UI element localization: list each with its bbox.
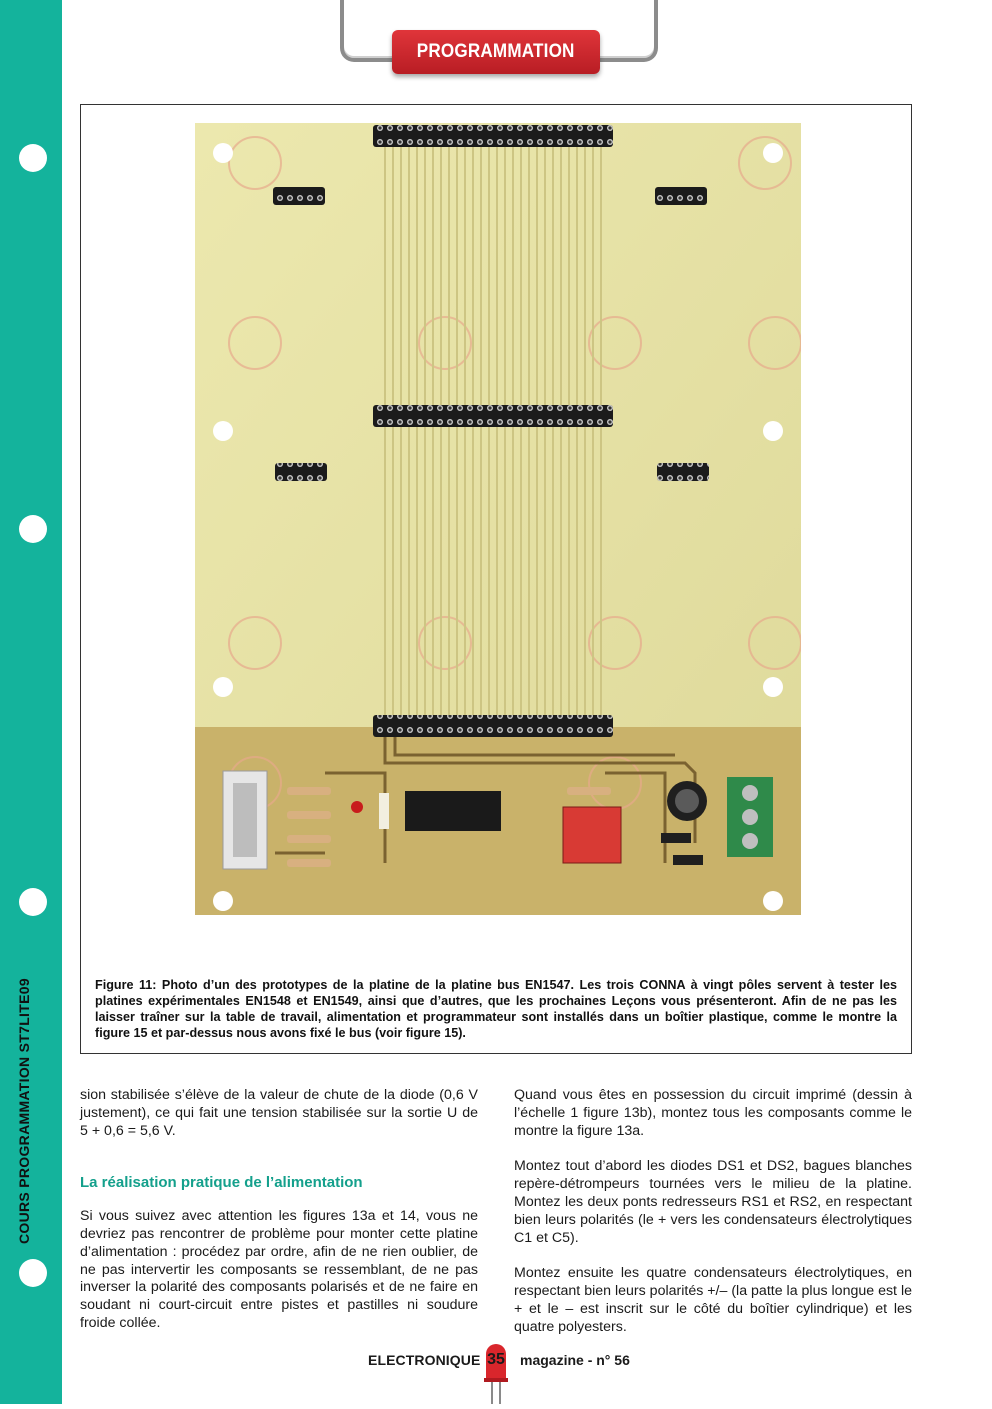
section-label: PROGRAMMATION xyxy=(417,41,575,62)
ic-chip xyxy=(405,791,501,831)
paragraph: Si vous suivez avec attention les figures 13a et 14, vous ne devriez pas rencontrer de problème pour monter cette platine d’alimentation : procédez par ordre, afin de ne rien oublier, de ne pas intervertir les composants se ressemblant, de ne pas inverser la polarité des composants polarisés et de ne faire en soudant ni court-circuit entre pistes et pastilles ni soudure froide collée. xyxy=(80,1208,478,1331)
pcb-photo xyxy=(195,123,801,915)
paragraph: sion stabilisée s’élève de la valeur de chute de la diode (0,6 V justement), ce qui fait une tension stabilisée sur la sortie U de 5 + 0,6 = 5,6 V. xyxy=(80,1087,478,1139)
sidebar xyxy=(0,0,62,1404)
page-number: 35 xyxy=(487,1351,505,1368)
paragraph: Montez ensuite les quatre condensateurs électrolytiques, en respectant bien leurs polarités +/– (la patte la plus longue est le + et le – est inscrit sur le côté du boîtier cylindrique) et les quatre polyesters. xyxy=(514,1265,912,1335)
diode xyxy=(661,833,691,843)
connector-20pin-middle xyxy=(373,405,613,427)
section-heading: La réalisation pratique de l’alimentation xyxy=(80,1174,363,1192)
led-component xyxy=(351,801,363,813)
text-column-right xyxy=(514,1087,912,1355)
page-footer xyxy=(0,1342,992,1404)
figure-caption: Figure 11: Photo d’un des prototypes de la platine de la platine bus EN1547. Les trois CONNA à vingt pôles servent à tester les platines expérimentales EN1548 et EN1549, ainsi que d’autres, que les prochaines Leçons vous présenteront. Afin de ne pas les laisser traîner sur la table de travail, alimentation et programmateur sont installés dans un boîtier plastique, comme le montre la figure 15 et par-dessus nous avons fixé le bus (voir figure 15). xyxy=(95,978,897,1040)
magazine-name: ELECTRONIQUE xyxy=(368,1352,481,1368)
led-page-number-icon xyxy=(482,1342,510,1409)
binder-hole xyxy=(19,515,47,543)
connector-20pin-top xyxy=(373,125,613,147)
paragraph: Quand vous êtes en possession du circuit imprimé (dessin à l’échelle 1 figure 13b), montez tous les composants comme le montre la figure 13a. xyxy=(514,1087,912,1139)
text-column-left xyxy=(80,1087,478,1351)
paragraph: Montez tout d’abord les diodes DS1 et DS2, bagues blanches repère-détrompeurs tournées vers le milieu de la platine. Montez les deux ponts redresseurs RS1 et RS2, en respectant bien leurs polarités (le + vers les condensateurs électrolytiques C1 et C5). xyxy=(514,1158,912,1246)
header-4pin xyxy=(657,463,709,481)
sidebar-course-label: COURS PROGRAMMATION ST7LITE09 xyxy=(16,978,32,1244)
push-button-component xyxy=(563,807,621,863)
binder-hole xyxy=(19,144,47,172)
header-4pin xyxy=(655,187,707,205)
figure-box xyxy=(80,104,912,1054)
capacitor-small xyxy=(379,793,389,829)
figure-photo xyxy=(195,123,801,920)
section-badge xyxy=(392,30,600,74)
diode xyxy=(673,855,703,865)
magazine-issue: magazine - n° 56 xyxy=(520,1352,630,1368)
binder-hole xyxy=(19,888,47,916)
binder-hole xyxy=(19,1259,47,1287)
header-4pin xyxy=(275,463,327,481)
header-4pin xyxy=(273,187,325,205)
idc-connector-pins xyxy=(233,783,257,857)
connector-20pin-bottom xyxy=(373,715,613,737)
